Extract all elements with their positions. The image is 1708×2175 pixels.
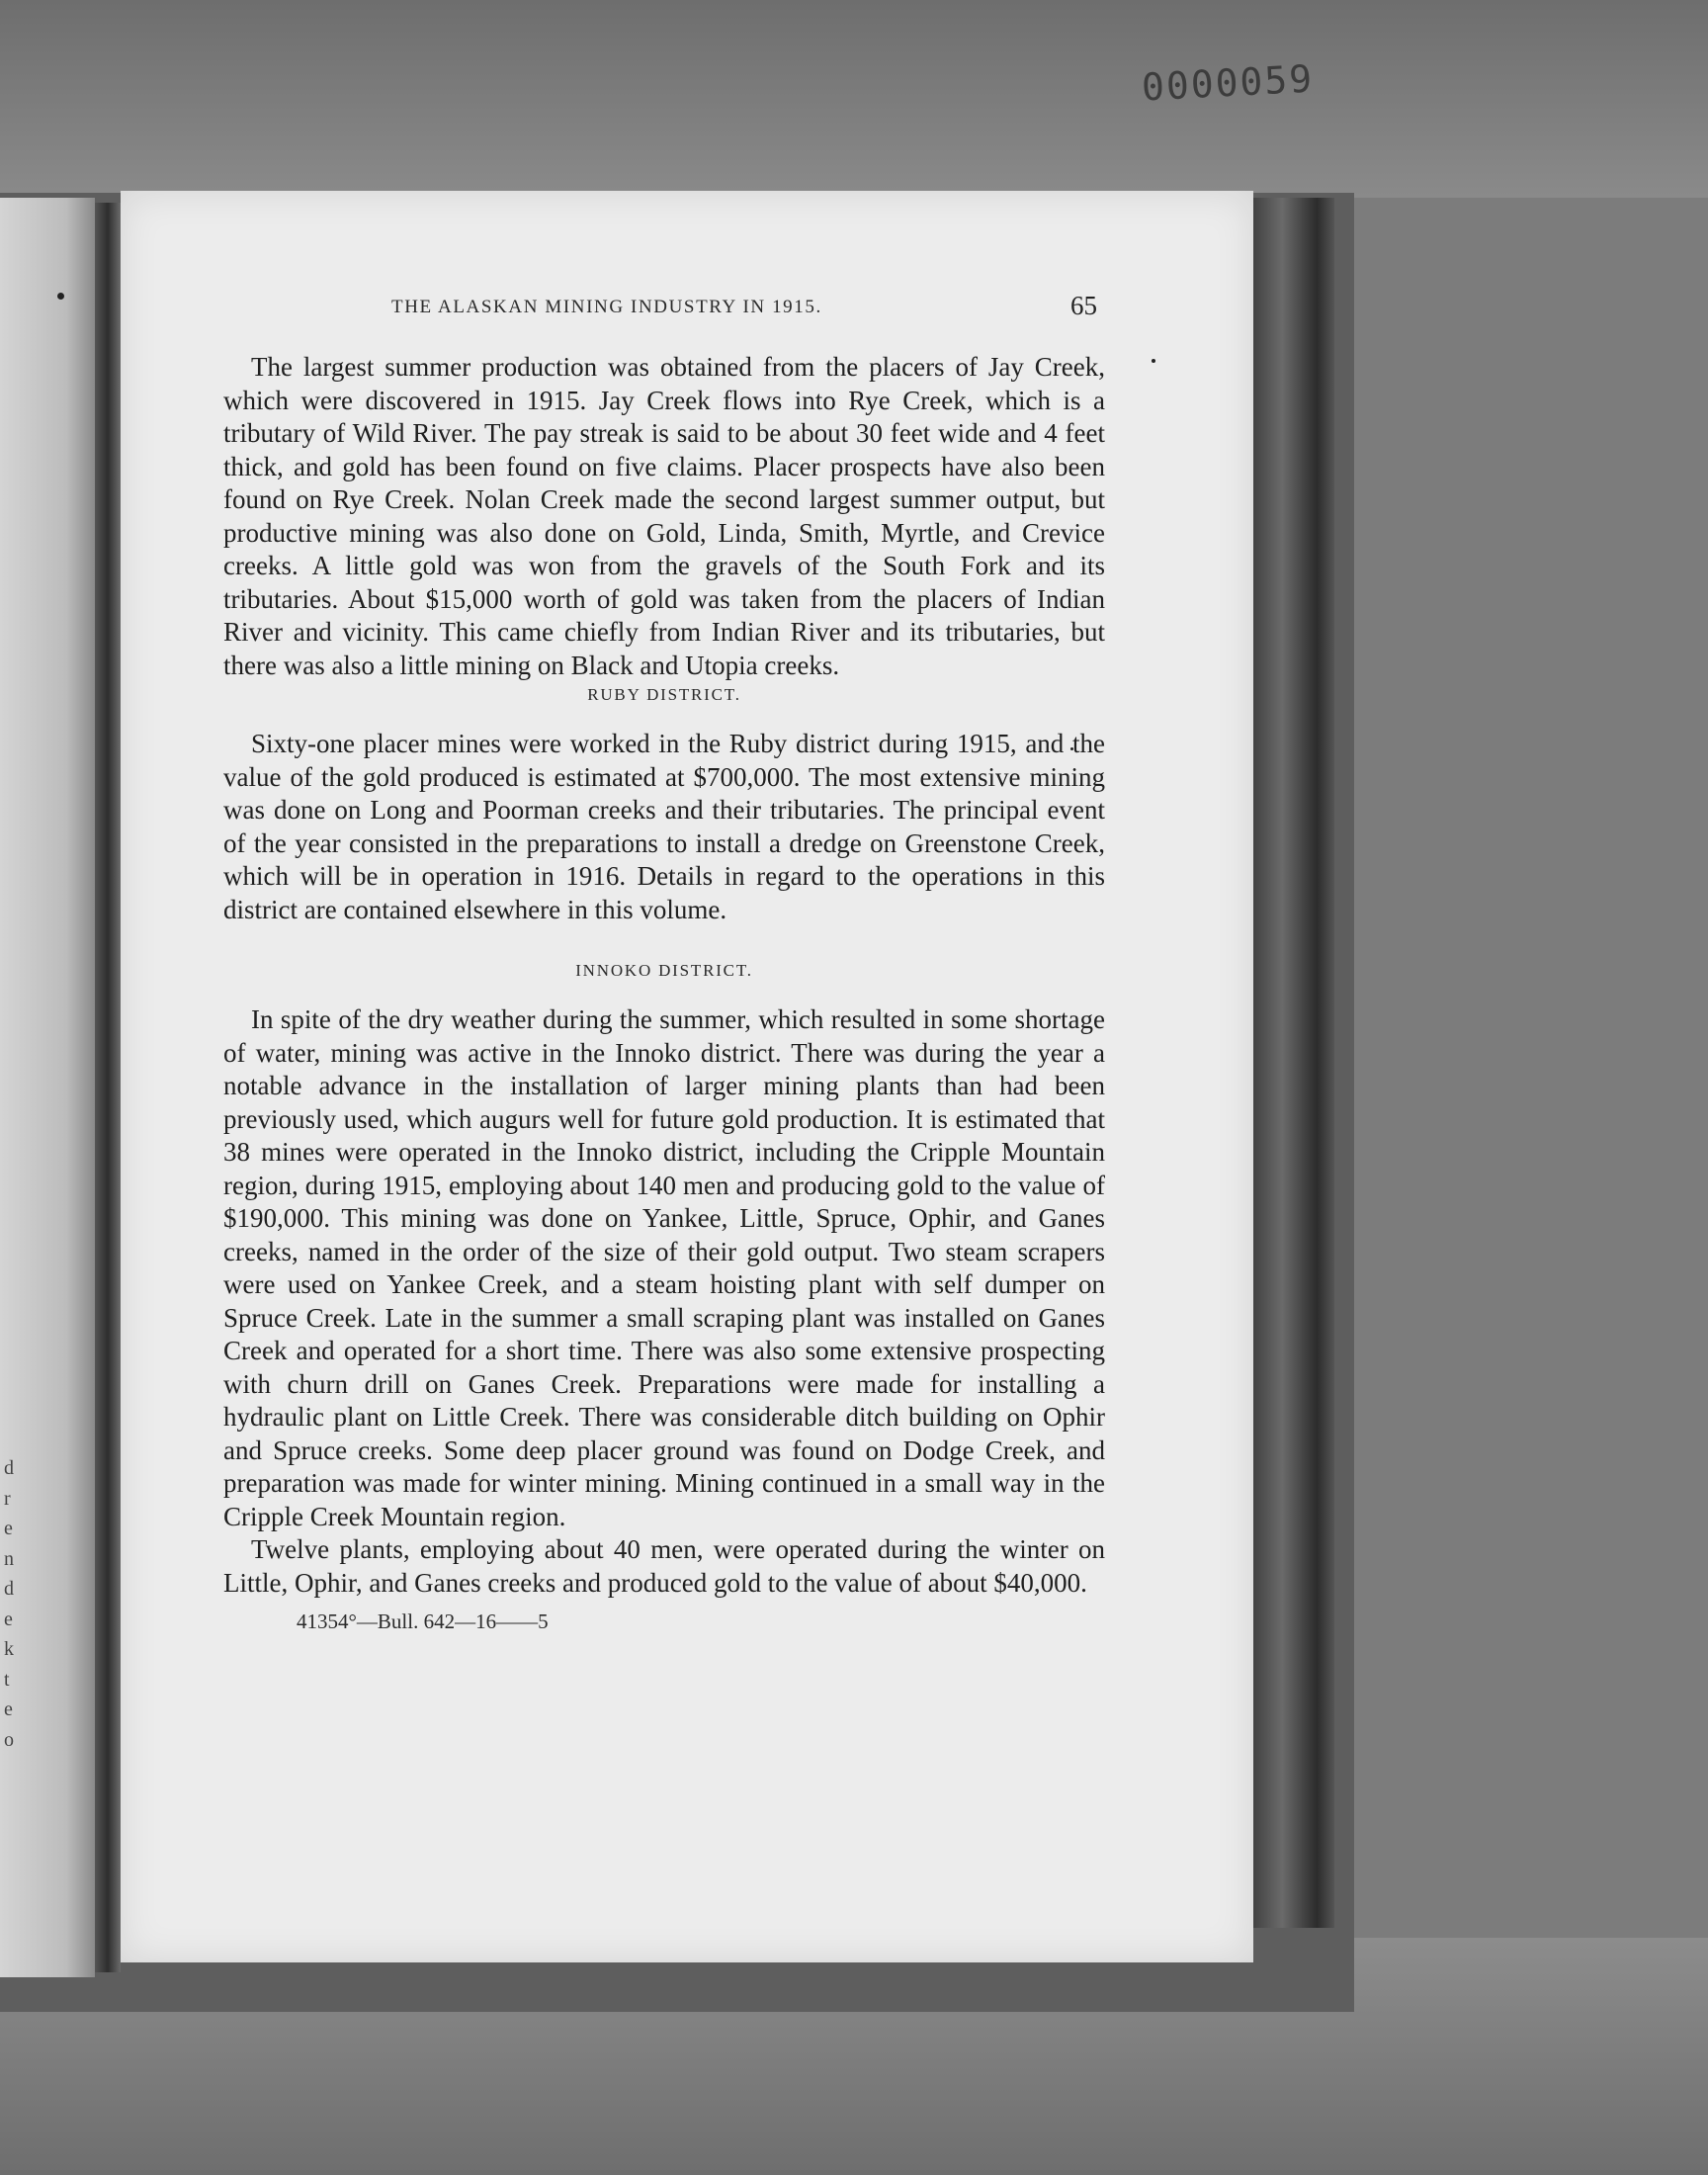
heading-innoko-district: INNOKO DISTRICT. [575,961,753,980]
printer-signature-line: 41354°—Bull. 642—16——5 [297,1610,549,1633]
paragraph-winter-plants: Twelve plants, employing about 40 men, were operated during the winter on Little, Ophir, and Ganes creeks and produced gold to the value of about $40,000. [223,1534,1105,1598]
page-body [223,351,1105,1639]
margin-letter: o [4,1728,14,1751]
heading-ruby-district: RUBY DISTRICT. [587,685,741,704]
margin-letter: n [4,1547,14,1570]
margin-letter: k [4,1638,14,1660]
scan-serial-stamp: 0000059 [1140,56,1316,110]
left-page-margin-letters [4,1453,24,1755]
paragraph-innoko-district: In spite of the dry weather during the summer, which resulted in some shortage of water, mining was active in the Innoko district. There was during the year a notable advance in the installation of larger mining plants than had been previously used, which augurs well for future gold production. It is estimated that 38 mines were operated in the Innoko district, including the Cripple Mountain region, during 1915, employing about 140 men and producing gold to the value of $190,000. This mining was done on Yankee, Little, Spruce, Ophir, and Ganes creeks, named in the order of the size of their gold output. Two steam scrapers were used on Yankee Creek, and a steam hoisting plant with self dumper on Spruce Creek. Late in the summer a small scraping plant was installed on Ganes Creek and operated for a short time. There was also some extensive prospecting with churn drill on Ganes Creek. Preparations were made for installing a hydraulic plant on Little Creek. There was considerable ditch building on Ophir and Spruce creeks. Some deep placer ground was found on Dodge Creek, and preparation was made for winter mining. Mining continued in a small way in the Cripple Creek Mountain region. [223,1004,1105,1531]
book-gutter [95,203,121,1972]
margin-letter: d [4,1578,14,1600]
dust-speck [1152,359,1155,363]
margin-letter: e [4,1518,13,1539]
dust-speck [57,293,64,300]
scanner-background-top [0,0,1708,198]
margin-letter: e [4,1608,13,1630]
page-number: 65 [1070,291,1097,320]
running-head: THE ALASKAN MINING INDUSTRY IN 1915. [391,297,822,317]
margin-letter: d [4,1457,14,1479]
book-right-edge [1247,198,1334,1928]
margin-letter: t [4,1668,10,1691]
paragraph-jay-creek: The largest summer production was obtained from the placers of Jay Creek, which were discovered in 1915. Jay Creek flows into Rye Creek, which is a tributary of Wild River. The pay streak is said to be about 30 feet wide and 4 feet thick, and gold has been found on five claims. Placer prospects have also been found on Rye Creek. Nolan Creek made the second largest summer output, but productive mining was also done on Gold, Linda, Smith, Myrtle, and Crevice creeks. A little gold was won from the gravels of the South Fork and its tributaries. About $15,000 worth of gold was taken from the placers of Indian River and vicinity. This came chiefly from Indian River and its tributaries, but there was also a little mining on Black and Utopia creeks. [223,352,1105,680]
margin-letter: e [4,1698,13,1720]
paragraph-ruby-district: Sixty-one placer mines were worked in the Ruby district during 1915, and the value of the gold produced is estimated at $700,000. The most extensive mining was done on Long and Poorman creeks and their tributaries. The principal event of the year consisted in the preparations to install a dredge on Greenstone Creek, which will be in operation in 1916. Details in regard to the operations in this district are contained elsewhere in this volume. [223,729,1105,924]
margin-letter: r [4,1487,11,1510]
